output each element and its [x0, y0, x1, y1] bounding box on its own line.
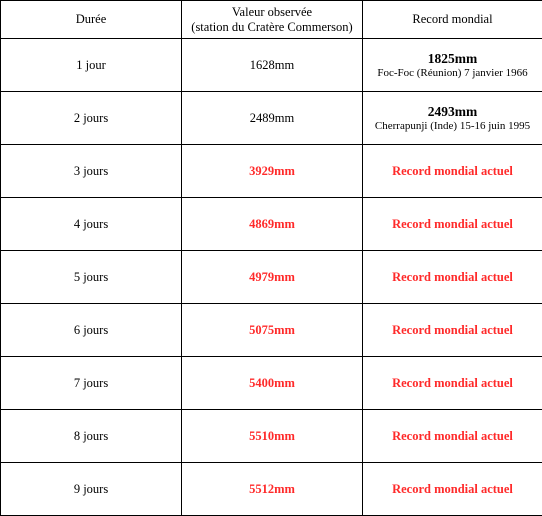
duration-cell: 8 jours [1, 410, 182, 463]
table-row [1, 357, 542, 410]
observed-cell: 5512mm [182, 463, 363, 516]
record-value: 2493mm [363, 104, 542, 120]
record-cell: Record mondial actuel [363, 304, 542, 357]
observed-cell: 3929mm [182, 145, 363, 198]
record-cell: Record mondial actuel [363, 357, 542, 410]
duration-cell: 4 jours [1, 198, 182, 251]
duration-cell: 5 jours [1, 251, 182, 304]
header-duration-label: Durée [76, 12, 107, 26]
observed-cell: 5400mm [182, 357, 363, 410]
duration-cell: 6 jours [1, 304, 182, 357]
table-row [1, 198, 542, 251]
duration-cell: 2 jours [1, 92, 182, 145]
header-duration [1, 1, 182, 39]
header-record-label: Record mondial [412, 12, 492, 26]
record-cell: Record mondial actuel [363, 463, 542, 516]
observed-cell: 5075mm [182, 304, 363, 357]
duration-cell: 1 jour [1, 39, 182, 92]
observed-cell: 4869mm [182, 198, 363, 251]
header-row [1, 1, 542, 39]
record-cell [363, 92, 542, 145]
header-observed-line2: (station du Cratère Commerson) [191, 20, 352, 34]
record-cell: Record mondial actuel [363, 251, 542, 304]
table-row [1, 304, 542, 357]
observed-cell: 5510mm [182, 410, 363, 463]
record-cell: Record mondial actuel [363, 198, 542, 251]
table-row [1, 251, 542, 304]
record-cell [363, 39, 542, 92]
table-row [1, 410, 542, 463]
duration-cell: 9 jours [1, 463, 182, 516]
table-row [1, 463, 542, 516]
table-row [1, 145, 542, 198]
record-detail: Foc-Foc (Réunion) 7 janvier 1966 [363, 67, 542, 80]
observed-cell: 4979mm [182, 251, 363, 304]
header-world-record [363, 1, 542, 39]
observed-cell: 1628mm [182, 39, 363, 92]
record-cell: Record mondial actuel [363, 145, 542, 198]
record-value: 1825mm [363, 51, 542, 67]
header-observed-value [182, 1, 363, 39]
table-row [1, 92, 542, 145]
observed-cell: 2489mm [182, 92, 363, 145]
header-observed-line1: Valeur observée [232, 5, 312, 19]
record-detail: Cherrapunji (Inde) 15-16 juin 1995 [363, 120, 542, 133]
duration-cell: 7 jours [1, 357, 182, 410]
record-cell: Record mondial actuel [363, 410, 542, 463]
table-row [1, 39, 542, 92]
duration-cell: 3 jours [1, 145, 182, 198]
